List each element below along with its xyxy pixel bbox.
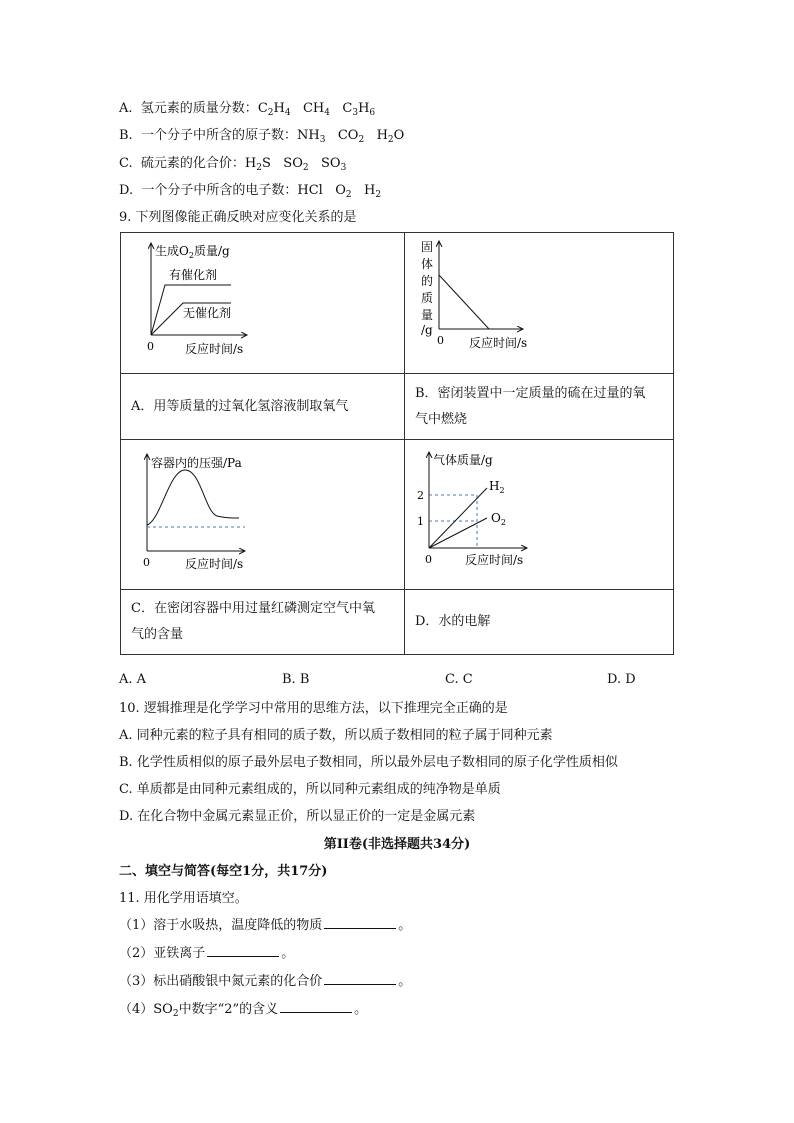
answer-blank[interactable]: [324, 917, 396, 929]
q10-option-b: B. 化学性质相似的原子最外层电子数相同，所以最外层电子数相同的原子化学性质相似: [119, 755, 618, 770]
q9-stem: 9. 下列图像能正确反映对应变化关系的是: [119, 210, 357, 225]
q10-option-a: A. 同种元素的粒子具有相同的质子数，所以质子数相同的粒子属于同种元素: [119, 728, 553, 743]
graph-d-cell: [405, 440, 674, 590]
caption-a: A．用等质量的过氧化氢溶液制取氧气: [121, 374, 405, 440]
q9-answer-b: B. B: [282, 672, 310, 687]
part2-title: 第II卷(非选择题共34分): [323, 837, 471, 852]
graph-b-ylabel-4: 质: [421, 291, 434, 305]
q11-item-1: （1）溶于水吸热，温度降低的物质 。: [119, 918, 412, 933]
section-title: 二、填空与简答(每空1分，共17分): [119, 864, 328, 879]
graph-d: [405, 440, 673, 585]
caption-b: B．密闭装置中一定质量的硫在过量的氧 气中燃烧: [405, 374, 674, 440]
q10-stem: 10. 逻辑推理是化学学习中常用的思维方法，以下推理完全正确的是: [119, 701, 508, 716]
graph-b-cell: [405, 233, 674, 374]
q8-option-b: B. 一个分子中所含的原子数：$NH_3$ $CO_2$ $H_2O$: [119, 128, 405, 145]
graph-d-origin: 0: [425, 553, 432, 566]
graph-d-line-o2: [429, 518, 487, 548]
q8-option-c: C. 硫元素的化合价：$H_2S$ $SO_2$ $SO_3$: [119, 156, 347, 173]
graph-c-origin: 0: [143, 556, 150, 569]
q9-answer-d: D. D: [607, 672, 636, 687]
graph-c: [121, 440, 405, 585]
graph-d-ylabel: 气体质量/g: [433, 453, 493, 467]
graph-c-curve: [147, 470, 239, 525]
graph-a: [121, 233, 405, 369]
answer-blank[interactable]: [207, 945, 279, 957]
q8-option-a: A. 氢元素的质量分数：$C_2H_4$ $CH_4$ $C_3H_6$: [119, 101, 376, 118]
q9-answer-c: C. C: [445, 672, 473, 687]
graph-b-origin: 0: [437, 334, 444, 347]
graph-d-xlabel: 反应时间/s: [465, 553, 524, 567]
q10-option-d: D. 在化合物中金属元素显正价，所以显正价的一定是金属元素: [119, 809, 476, 824]
graph-a-xlabel: 反应时间/s: [185, 342, 244, 356]
q11-stem: 11. 用化学用语填空。: [119, 891, 248, 906]
graph-b-line: [439, 275, 489, 329]
graph-d-label-o2: $O_2$: [491, 511, 506, 527]
graph-a-label-no-catalyst: 无催化剂: [183, 306, 232, 320]
caption-c: C．在密闭容器中用过量红磷测定空气中氧 气的含量: [121, 590, 405, 655]
graph-a-origin: 0: [147, 340, 154, 353]
graph-a-ylabel: 生成$O_2$质量/g: [155, 244, 230, 260]
graph-c-xlabel: 反应时间/s: [185, 557, 244, 571]
graph-c-cell: [121, 440, 405, 590]
answer-blank[interactable]: [280, 1001, 352, 1013]
q11-item-3: （3）标出硝酸银中氮元素的化合价 。: [119, 974, 412, 989]
graph-d-line-h2: [429, 488, 487, 548]
q11-item-4: $(4)SO_2$中数字“2”的含义 。: [119, 1002, 368, 1019]
graph-c-ylabel: 容器内的压强/Pa: [151, 456, 242, 470]
q11-item-2: （2）亚铁离子 。: [119, 946, 295, 961]
graph-b-xlabel: 反应时间/s: [469, 336, 528, 350]
q8-option-d: D. 一个分子中所含的电子数：HCl $O_2$ $H_2$: [119, 183, 382, 200]
graph-b: [405, 233, 673, 369]
caption-d: D．水的电解: [405, 590, 674, 655]
graph-b-ylabel-1: 固: [421, 240, 434, 254]
graph-b-ylabel-6: /g: [421, 323, 433, 337]
q10-option-c: C. 单质都是由同种元素组成的，所以同种元素组成的纯净物是单质: [119, 782, 501, 797]
graph-b-ylabel-3: 的: [421, 274, 434, 288]
q9-figure-table: [120, 232, 674, 655]
q9-answer-a: A. A: [119, 672, 147, 687]
graph-a-cell: [121, 233, 405, 374]
graph-d-label-h2: $H_2$: [489, 479, 505, 495]
graph-d-tick-2: 2: [417, 489, 424, 502]
answer-blank[interactable]: [324, 973, 396, 985]
graph-b-ylabel-2: 体: [421, 257, 434, 271]
graph-a-label-catalyst: 有催化剂: [169, 268, 218, 282]
graph-b-ylabel-5: 量: [421, 308, 434, 322]
graph-d-tick-1: 1: [417, 515, 424, 528]
